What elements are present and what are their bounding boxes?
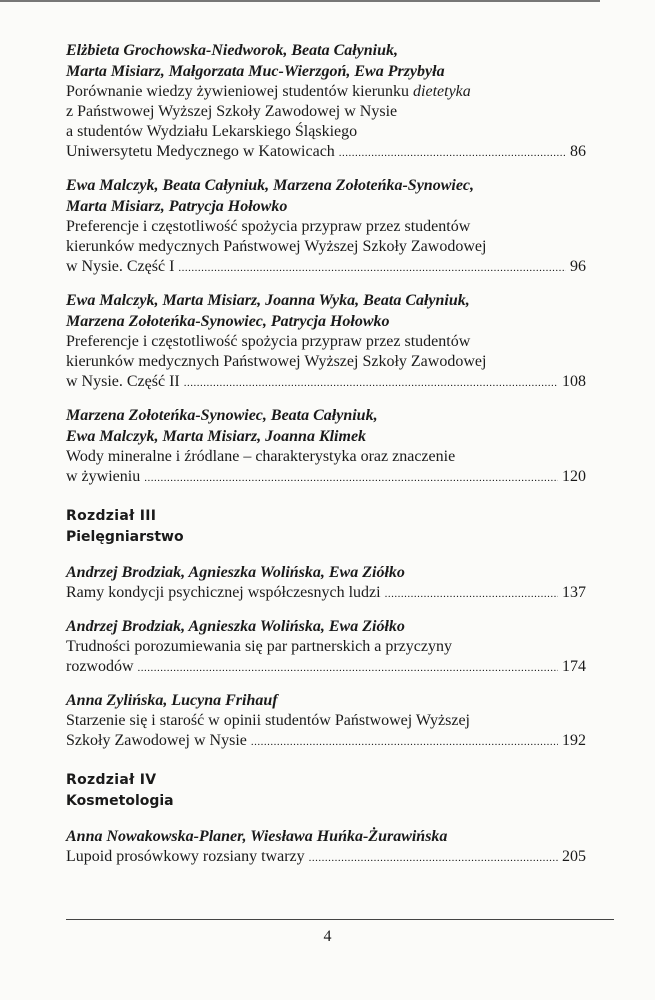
dot-leader — [339, 143, 566, 163]
entry-last-line: Uniwersytetu Medycznego w Katowicach — [66, 143, 335, 160]
entry-toc-line[interactable] — [66, 142, 586, 163]
dot-leader — [144, 468, 558, 488]
entry-toc-line[interactable] — [66, 257, 586, 278]
entry-page-number: 120 — [562, 468, 586, 485]
toc-entry — [66, 405, 586, 488]
chapter-name: Kosmetologia — [66, 793, 174, 809]
entry-title-line: Wody mineralne i źródlane – charakterystyka oraz znaczenie — [66, 448, 456, 465]
page-number: 4 — [323, 928, 332, 945]
entry-authors: Marzena Zołoteńka-Synowiec, Beata Całyniuk, — [66, 407, 378, 424]
entry-page-number: 86 — [570, 143, 586, 160]
dot-leader — [138, 658, 558, 678]
entry-last-line: rozwodów — [66, 658, 134, 675]
entry-authors: Andrzej Brodziak, Agnieszka Wolińska, Ewa Ziółko — [66, 564, 405, 581]
entry-page-number: 192 — [562, 732, 586, 749]
toc-entry — [66, 826, 586, 868]
toc-entry — [66, 616, 586, 678]
entry-title-text: Porównanie wiedzy żywieniowej studentów kierunku — [66, 83, 414, 100]
entry-toc-line[interactable] — [66, 583, 586, 604]
entry-page-number: 137 — [562, 584, 586, 601]
entry-authors: Anna Zylińska, Lucyna Frihauf — [66, 692, 278, 709]
entry-last-line: w Nysie. Część I — [66, 258, 175, 275]
entry-authors: Andrzej Brodziak, Agnieszka Wolińska, Ewa Ziółko — [66, 618, 405, 635]
chapter-heading — [66, 506, 586, 548]
entry-title-line: a studentów Wydziału Lekarskiego Śląskiego — [66, 123, 358, 140]
entry-title-line: z Państwowej Wyższej Szkoły Zawodowej w Nysie — [66, 103, 398, 120]
entry-page-number: 174 — [562, 658, 586, 675]
entry-title-line: kierunków medycznych Państwowej Wyższej Szkoły Zawodowej — [66, 353, 487, 370]
entry-page-number: 96 — [570, 258, 586, 275]
dot-leader — [385, 584, 558, 604]
chapter-heading — [66, 770, 586, 812]
entry-toc-line[interactable] — [66, 847, 586, 868]
toc-entry — [66, 175, 586, 278]
entry-authors: Anna Nowakowska-Planer, Wiesława Huńka-Żurawińska — [66, 828, 448, 845]
toc-entry — [66, 562, 586, 604]
entry-last-line: Ramy kondycji psychicznej współczesnych ludzi — [66, 584, 381, 601]
entry-title-line: Starzenie się i starość w opinii studentów Państwowej Wyższej — [66, 712, 470, 729]
dot-leader — [251, 732, 558, 752]
toc-page — [66, 40, 586, 880]
entry-last-line: Szkoły Zawodowej w Nysie — [66, 732, 247, 749]
entry-authors: Ewa Malczyk, Marta Misiarz, Joanna Klimek — [66, 428, 367, 445]
chapter-number: Rozdział III — [66, 508, 157, 524]
dot-leader — [178, 258, 566, 278]
entry-title-line: kierunków medycznych Państwowej Wyższej Szkoły Zawodowej — [66, 238, 487, 255]
entry-page-number: 108 — [562, 373, 586, 390]
entry-title-line — [66, 82, 586, 102]
top-rule — [0, 0, 600, 2]
entry-toc-line[interactable] — [66, 731, 586, 752]
entry-authors: Marta Misiarz, Patrycja Hołowko — [66, 198, 288, 215]
entry-last-line: Lupoid prosówkowy rozsiany twarzy — [66, 848, 305, 865]
entry-authors: Ewa Malczyk, Beata Całyniuk, Marzena Zołoteńka-Synowiec, — [66, 177, 475, 194]
footer-rule — [66, 919, 614, 920]
entry-toc-line[interactable] — [66, 467, 586, 488]
entry-authors: Marta Misiarz, Małgorzata Muc-Wierzgoń, Ewa Przybyła — [66, 63, 445, 80]
entry-last-line: w Nysie. Część II — [66, 373, 180, 390]
chapter-name: Pielęgniarstwo — [66, 529, 184, 545]
toc-entry — [66, 690, 586, 752]
entry-title-line: Preferencje i częstotliwość spożycia przypraw przez studentów — [66, 333, 471, 350]
entry-toc-line[interactable] — [66, 372, 586, 393]
dot-leader — [184, 373, 558, 393]
entry-authors: Marzena Zołoteńka-Synowiec, Patrycja Hołowko — [66, 313, 390, 330]
entry-authors: Elżbieta Grochowska-Niedworok, Beata Całyniuk, — [66, 42, 399, 59]
entry-title-line: Preferencje i częstotliwość spożycia przypraw przez studentów — [66, 218, 471, 235]
entry-page-number: 205 — [562, 848, 586, 865]
entry-title-italic: dietetyka — [413, 83, 471, 100]
entry-toc-line[interactable] — [66, 657, 586, 678]
entry-last-line: w żywieniu — [66, 468, 141, 485]
entry-title-line: Trudności porozumiewania się par partnerskich a przyczyny — [66, 638, 452, 655]
toc-entry — [66, 40, 586, 163]
chapter-number: Rozdział IV — [66, 772, 157, 788]
entry-authors: Ewa Malczyk, Marta Misiarz, Joanna Wyka, Beata Całyniuk, — [66, 292, 470, 309]
toc-entry — [66, 290, 586, 393]
dot-leader — [309, 848, 558, 868]
